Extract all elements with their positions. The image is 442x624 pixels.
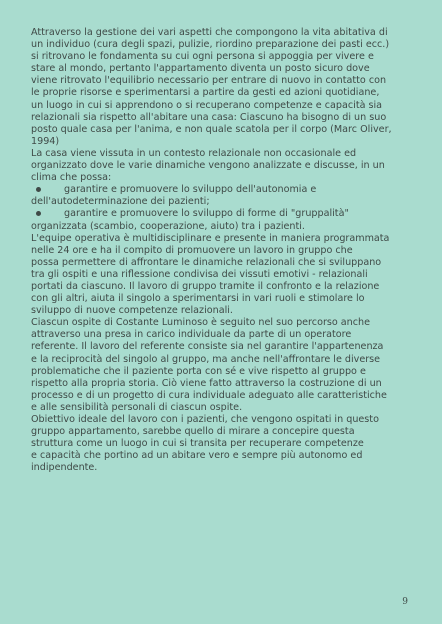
paragraph-obiettivo <box>31 414 412 474</box>
text-line: Attraverso la gestione dei vari aspetti che compongono la vita abitativa di <box>31 27 388 38</box>
bullet-item-autonomia <box>31 184 412 208</box>
paragraph-equipe <box>31 233 412 318</box>
text-line: Ciascun ospite di Costante Luminoso è seguito nel suo percorso anche <box>31 317 371 329</box>
text-line: clima che possa: <box>31 172 112 184</box>
text-line: posto quale casa per l'anima, e non quale scatola per il corpo (Marc Oliver, <box>31 123 392 135</box>
text-line: nelle 24 ore e ha il compito di promuovere un lavoro in gruppo che <box>31 244 353 256</box>
text-line: problematiche che il paziente porta con sé e vive rispetto al gruppo e <box>31 365 366 377</box>
bullet-line <box>31 208 412 220</box>
text-line: un luogo in cui si apprendono o si recuperano competenze e capacità sia <box>31 99 383 111</box>
bullet-text: garantire e promuovere lo sviluppo di forme di "gruppalità" <box>64 208 349 220</box>
text-line: e alle sensibilità personali di ciascun ospite. <box>31 401 243 413</box>
text-line: gruppo appartamento, sarebbe quello di mirare a concepire questa <box>31 426 355 438</box>
bullet-icon <box>36 211 41 216</box>
text-line: con gli altri, aiuta il singolo a sperimentarsi in vari ruoli e stimolare lo <box>31 293 365 305</box>
text-line: organizzata (scambio, cooperazione, aiuto) tra i pazienti. <box>31 220 305 232</box>
bullet-line <box>31 184 412 196</box>
text-line: si ritrovano le fondamenta su cui ogni persona si appoggia per vivere e <box>31 51 374 63</box>
text-line: referente. Il lavoro del referente consiste sia nel garantire l'appartenenza <box>31 341 384 353</box>
text-line: sviluppo di nuove competenze relazionali. <box>31 305 233 317</box>
text-line: relazionali sia rispetto all'abitare una casa: Ciascuno ha bisogno di un suo <box>31 111 387 123</box>
bullet-text: garantire e promuovere lo sviluppo dell'autonomia e <box>64 184 317 196</box>
text-line: e capacità che portino ad un abitare vero e sempre più autonomo ed <box>31 450 363 462</box>
text-line: struttura come un luogo in cui si transita per recuperare competenze <box>31 438 364 450</box>
text-line: attraverso una presa in carico individuale da parte di un operatore <box>31 329 352 341</box>
text-line: rispetto alla propria storia. Ciò viene fatto attraverso la costruzione di un <box>31 377 382 389</box>
paragraph-referente <box>31 317 412 414</box>
text-line: indipendente. <box>31 462 98 474</box>
text-line: viene ritrovato l'equilibrio necessario per entrare di nuovo in contatto con <box>31 75 387 87</box>
document-page <box>31 27 412 474</box>
paragraph-abitare <box>31 27 412 148</box>
bullet-item-gruppalita <box>31 208 412 232</box>
text-line: tra gli ospiti e una riflessione condivisa dei vissuti emotivi - relazionali <box>31 268 368 280</box>
text-line: processo e di un progetto di cura individuale adeguato alle caratteristiche <box>31 389 387 401</box>
text-line: le proprie risorse e sperimentarsi a partire da gesti ed azioni quotidiane, <box>31 87 380 99</box>
text-line: portati da ciascuno. Il lavoro di gruppo tramite il confronto e la relazione <box>31 280 380 292</box>
text-line: possa permettere di affrontare le dinamiche relazionali che si sviluppano <box>31 256 382 268</box>
text-line: e la reciprocità del singolo al gruppo, ma anche nell'affrontare le diverse <box>31 353 381 365</box>
bullet-icon <box>36 187 41 192</box>
text-line: 1994) <box>31 135 60 147</box>
text-line: Obiettivo ideale del lavoro con i pazienti, che vengono ospitati in questo <box>31 414 379 425</box>
text-line: dell'autodeterminazione dei pazienti; <box>31 196 210 208</box>
text-line: La casa viene vissuta in un contesto relazionale non occasionale ed <box>31 147 357 159</box>
text-line: L'equipe operativa è multidisciplinare e presente in maniera programmata <box>31 232 390 244</box>
text-line: stare al mondo, pertanto l'appartamento diventa un posto sicuro dove <box>31 63 370 75</box>
page-number: 9 <box>402 597 408 607</box>
paragraph-casa <box>31 148 412 184</box>
text-line: organizzato dove le varie dinamiche vengono analizzate e discusse, in un <box>31 160 385 172</box>
text-line: un individuo (cura degli spazi, pulizie, riordino preparazione dei pasti ecc.) <box>31 39 390 51</box>
